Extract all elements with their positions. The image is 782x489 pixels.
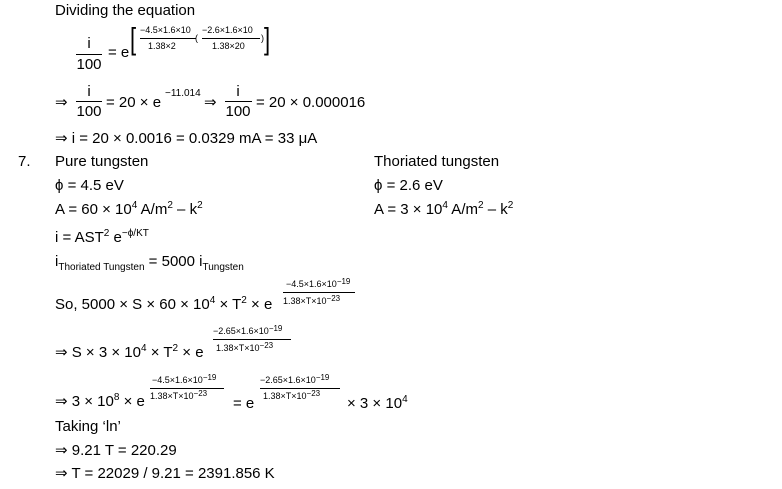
thoriated-A-line: $A = 3 \times 10^4$ $A/m^2 - k^2$ xyxy=(374,200,514,218)
combined-exp2-den: 1.38×T×10−23 xyxy=(263,389,321,401)
so-exp-den: 1.38×T×10−23 xyxy=(283,294,341,306)
combined-exp1-bar xyxy=(150,388,224,389)
thoriated-phi: ϕ = 2.6 eV xyxy=(374,177,443,194)
eq1-open-bracket: [ xyxy=(130,20,137,56)
eq1-exp-paren: ( xyxy=(195,33,198,43)
so-exp-num: −4.5×1.6×10−19 xyxy=(286,277,351,289)
eq2-rhs-2: = 20 × 0.000016 xyxy=(256,94,366,111)
eq1-exp-num1: −4.5×1.6×10 xyxy=(140,25,191,35)
thoriated-tungsten-title: Thoriated tungsten xyxy=(374,153,500,170)
eq2-numerator-2: i xyxy=(236,83,240,100)
combined-exp1-den: 1.38×T×10−23 xyxy=(150,389,208,401)
so-main: So, $5000 \times S \times 60 \times 10^4 \times T^2 \times e$ xyxy=(55,295,273,313)
current-ratio: $i_{Thoriated Tungsten} = 5000$ $i_{Tungsten}$ xyxy=(55,253,244,273)
eq1-numerator: i xyxy=(87,35,91,52)
step-1: ⇒ 9.21 T = 220.29 xyxy=(55,442,177,459)
heading-text: Dividing the equation xyxy=(55,2,196,19)
pure-A-line: $A = 60 \times 10^4$ $A/m^2 - k^2$ xyxy=(55,200,203,218)
eq1-exp-num2: −2.6×1.6×10 xyxy=(202,25,253,35)
combined-exp1-num: −4.5×1.6×10−19 xyxy=(152,373,217,385)
pure-tungsten-title: Pure tungsten xyxy=(55,153,149,170)
eq1-exp-den2: 1.38×20 xyxy=(212,41,245,51)
step-2: ⇒ T = 22029 / 9.21 = 2391.856 K xyxy=(55,465,275,482)
eq2-fraction-bar xyxy=(76,101,102,102)
eq1-exp-bar1 xyxy=(140,38,196,39)
eq1-close-bracket: ] xyxy=(264,20,271,56)
so-exp-bar xyxy=(283,292,355,293)
s-exp-num: −2.65×1.6×10−19 xyxy=(213,324,283,336)
eq1-equals-e: = e xyxy=(108,44,130,61)
eq1-exp-den1: 1.38×2 xyxy=(148,41,176,51)
combined-main: ⇒ $3 \times 10^8 \times e$ xyxy=(55,392,145,410)
combined-tail: × $3 \times 10^4$ xyxy=(347,394,408,412)
combined-equals-e: = e xyxy=(233,395,255,412)
eq2-fraction-bar-2 xyxy=(225,101,252,102)
richardson-equation: $i = AST^2$ $e^{-\phi/KT}$ xyxy=(55,228,149,246)
s-exp-bar xyxy=(213,339,291,340)
equation-3: ⇒ i = 20 × 0.0016 = 0.0329 mA = 33 μA xyxy=(55,130,318,147)
taking-ln: Taking ‘ln’ xyxy=(55,418,121,435)
eq2-denominator-2: 100 xyxy=(225,103,251,120)
question-number: 7. xyxy=(18,153,31,170)
eq2-denominator: 100 xyxy=(76,103,102,120)
eq2-arrow-2: ⇒ xyxy=(204,94,217,111)
s-exp-den: 1.38×T×10−23 xyxy=(216,341,274,353)
eq2-rhs: = 20 × e xyxy=(106,94,162,111)
s-main: ⇒ $S \times 3 \times 10^4 \times T^2 \times e$ xyxy=(55,343,204,361)
eq1-fraction-bar xyxy=(76,54,102,55)
eq2-arrow: ⇒ xyxy=(55,94,68,111)
eq2-exponent: −11.014 xyxy=(165,88,201,99)
eq1-exp-bar2 xyxy=(202,38,260,39)
pure-phi: ϕ = 4.5 eV xyxy=(55,177,124,194)
eq1-denominator: 100 xyxy=(76,56,102,73)
eq2-numerator: i xyxy=(87,83,91,100)
combined-exp2-bar xyxy=(260,388,340,389)
eq1-exp-close: ) xyxy=(261,33,264,43)
combined-exp2-num: −2.65×1.6×10−19 xyxy=(260,373,330,385)
